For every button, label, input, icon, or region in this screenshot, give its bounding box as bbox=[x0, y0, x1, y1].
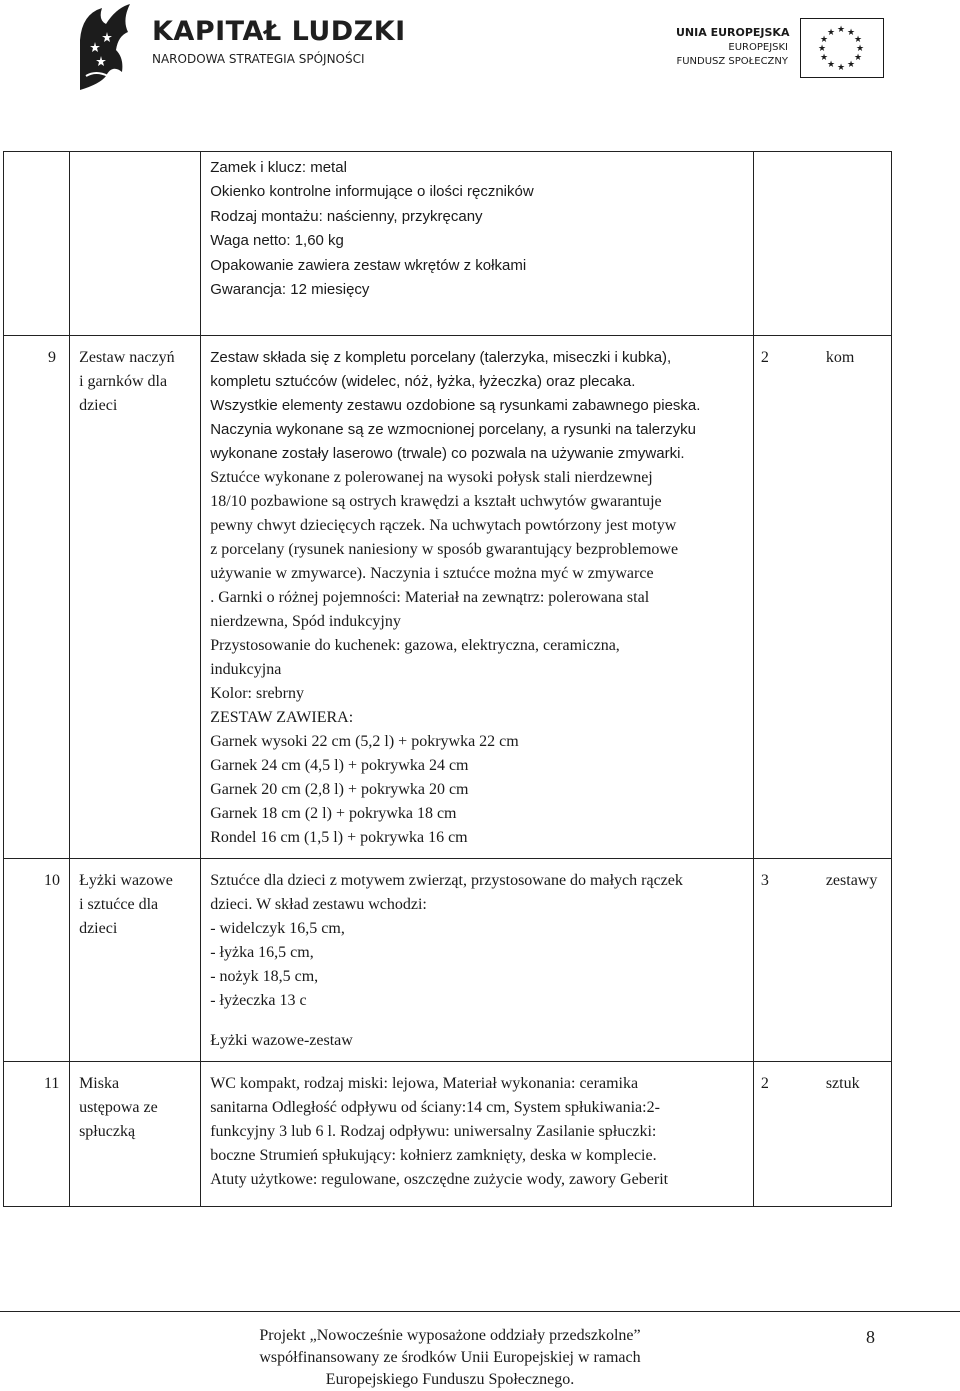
svg-text:★: ★ bbox=[819, 53, 829, 63]
item-description bbox=[201, 1062, 754, 1207]
desc-line: indukcyjna bbox=[210, 661, 282, 678]
desc-line: nierdzewna, Spód indukcyjny bbox=[210, 613, 401, 630]
desc-line: Garnek wysoki 22 cm (5,2 l) + pokrywka 22 cm bbox=[210, 733, 519, 750]
desc-line: Wszystkie elementy zestawu ozdobione są rysunkami zabawnego pieska. bbox=[210, 397, 701, 414]
svg-text:★: ★ bbox=[819, 35, 829, 45]
item-description bbox=[201, 336, 754, 859]
svg-text:★: ★ bbox=[853, 53, 863, 63]
quantity-unit: zestawy bbox=[825, 872, 878, 889]
quantity-unit: sztuk bbox=[825, 1075, 860, 1092]
description-block bbox=[210, 346, 747, 466]
desc-line: WC kompakt, rodzaj miski: lejowa, Materiał wykonania: ceramika bbox=[210, 1075, 639, 1092]
desc-line: dzieci. W skład zestawu wchodzi: bbox=[210, 896, 427, 913]
quantity-value: 2 bbox=[760, 349, 769, 366]
desc-line: używanie w zmywarce). Naczynia i sztućce można myć w zmywarce bbox=[210, 565, 654, 582]
desc-line: 18/10 pozbawione są ostrych krawędzi a kształt uchwytów gwarantuje bbox=[210, 493, 662, 510]
svg-text:★: ★ bbox=[836, 63, 846, 73]
footer-text bbox=[100, 1325, 800, 1391]
eu-logo-line1: UNIA EUROPEJSKA bbox=[676, 26, 790, 39]
item-name-line: dzieci bbox=[79, 920, 118, 937]
row-number: 11 bbox=[4, 1062, 70, 1207]
desc-line: . Garnki o różnej pojemności: Materiał na zewnątrz: polerowana stal bbox=[210, 589, 650, 606]
row-number: 10 bbox=[4, 859, 70, 1062]
eu-logo-line3: FUNDUSZ SPOŁECZNY bbox=[676, 56, 788, 67]
desc-line: Opakowanie zawiera zestaw wkrętów z kołkami bbox=[210, 256, 527, 274]
desc-line: sanitarna Odległość odpływu od ściany:14 cm, System spłukiwania:2- bbox=[210, 1099, 660, 1116]
kapital-ludzki-title: KAPITAŁ LUDZKI bbox=[152, 16, 406, 47]
quantity-unit: kom bbox=[825, 349, 855, 366]
item-name-line: Zestaw naczyń bbox=[79, 349, 175, 366]
desc-line: - nożyk 18,5 cm, bbox=[210, 968, 319, 985]
desc-line: Atuty użytkowe: regulowane, oszczędne zużycie wody, zawory Geberit bbox=[210, 1171, 669, 1188]
item-name-line: i garnków dla bbox=[79, 373, 168, 390]
footer-divider bbox=[0, 1311, 960, 1312]
svg-text:★: ★ bbox=[836, 25, 846, 35]
desc-line: Przystosowanie do kuchenek: gazowa, elektryczna, ceramiczna, bbox=[210, 637, 620, 654]
item-name-line: ustępowa ze bbox=[79, 1099, 158, 1116]
item-description bbox=[201, 859, 754, 1062]
cell-qty bbox=[753, 152, 891, 336]
desc-line: Łyżki wazowe-zestaw bbox=[210, 1032, 353, 1049]
desc-line: Kolor: srebrny bbox=[210, 685, 304, 702]
desc-line: kompletu sztućców (widelec, nóż, łyżka, łyżeczka) oraz plecaka. bbox=[210, 373, 636, 390]
svg-text:★: ★ bbox=[817, 44, 827, 54]
item-quantity bbox=[753, 1062, 891, 1207]
desc-line: Gwarancja: 12 miesięcy bbox=[210, 281, 370, 299]
item-name-line: Łyżki wazowe bbox=[79, 872, 173, 889]
item-name-line: Miska bbox=[79, 1075, 120, 1092]
desc-line: Garnek 24 cm (4,5 l) + pokrywka 24 cm bbox=[210, 757, 469, 774]
item-name-line: i sztućce dla bbox=[79, 896, 159, 913]
desc-line: Sztućce wykonane z polerowanej na wysoki połysk stali nierdzewnej bbox=[210, 469, 653, 486]
item-quantity bbox=[753, 336, 891, 859]
desc-line: funkcyjny 3 lub 6 l. Rodzaj odpływu: uniwersalny Zasilanie spłuczki: bbox=[210, 1123, 657, 1140]
svg-text:★: ★ bbox=[826, 28, 836, 38]
desc-line: Okienko kontrolne informujące o ilości ręczników bbox=[210, 183, 534, 201]
footer-line: Projekt „Nowocześnie wyposażone oddziały przedszkolne” bbox=[259, 1327, 641, 1344]
cell-description bbox=[201, 152, 754, 336]
desc-line: ZESTAW ZAWIERA: bbox=[210, 709, 354, 726]
table-row bbox=[4, 336, 892, 859]
quantity-value: 2 bbox=[760, 1075, 769, 1092]
kapital-ludzki-logo bbox=[72, 2, 406, 92]
desc-line: wykonane zostały laserowo (trwale) co pozwala na używanie zmywarki. bbox=[210, 445, 685, 462]
svg-text:★: ★ bbox=[855, 44, 865, 54]
table-row bbox=[4, 1062, 892, 1207]
desc-line: Rodzaj montażu: naścienny, przykręcany bbox=[210, 207, 483, 225]
desc-line: Zestaw składa się z kompletu porcelany (talerzyka, miseczki i kubka), bbox=[210, 349, 672, 366]
desc-line: boczne Strumień spłukujący: kołnierz zamknięty, deska w komplecie. bbox=[210, 1147, 657, 1164]
desc-line: - łyżka 16,5 cm, bbox=[210, 944, 314, 961]
desc-line: pewny chwyt dziecięcych rączek. Na uchwytach powtórzony jest motyw bbox=[210, 517, 677, 534]
item-name-line: spłuczką bbox=[79, 1123, 136, 1140]
table-row bbox=[4, 859, 892, 1062]
eu-logo-line2: EUROPEJSKI bbox=[728, 42, 788, 53]
desc-line: Garnek 20 cm (2,8 l) + pokrywka 20 cm bbox=[210, 781, 469, 798]
table-row-continuation bbox=[4, 152, 892, 336]
eu-flag-icon bbox=[800, 18, 884, 78]
desc-line: - widelczyk 16,5 cm, bbox=[210, 920, 345, 937]
specification-table bbox=[3, 151, 892, 1207]
cell-no bbox=[4, 152, 70, 336]
desc-line: Naczynia wykonane są ze wzmocnionej porcelany, a rysunki na talerzyku bbox=[210, 421, 696, 438]
svg-text:★: ★ bbox=[853, 35, 863, 45]
footer-line: Europejskiego Funduszu Społecznego. bbox=[325, 1371, 575, 1388]
desc-line: Zamek i klucz: metal bbox=[210, 159, 347, 176]
item-name bbox=[70, 1062, 201, 1207]
desc-line: - łyżeczka 13 c bbox=[210, 992, 307, 1009]
row-number: 9 bbox=[4, 336, 70, 859]
desc-line: Rondel 16 cm (1,5 l) + pokrywka 16 cm bbox=[210, 829, 468, 846]
desc-line: Garnek 18 cm (2 l) + pokrywka 18 cm bbox=[210, 805, 457, 822]
svg-text:★: ★ bbox=[826, 60, 836, 70]
item-name bbox=[70, 859, 201, 1062]
kapital-ludzki-subtitle: NARODOWA STRATEGIA SPÓJNOŚCI bbox=[152, 52, 365, 66]
desc-line: Sztućce dla dzieci z motywem zwierząt, przystosowane do małych rączek bbox=[210, 872, 683, 889]
desc-line: Waga netto: 1,60 kg bbox=[210, 232, 344, 250]
svg-text:★: ★ bbox=[846, 28, 856, 38]
quantity-value: 3 bbox=[760, 872, 769, 889]
kapital-ludzki-emblem-icon bbox=[72, 2, 134, 92]
item-name-line: dzieci bbox=[79, 397, 118, 414]
svg-text:★: ★ bbox=[846, 60, 856, 70]
item-quantity bbox=[753, 859, 891, 1062]
eu-logo bbox=[676, 18, 886, 80]
footer-line: współfinansowany ze środków Unii Europejskiej w ramach bbox=[259, 1349, 641, 1366]
page-number: 8 bbox=[866, 1327, 875, 1347]
cell-name bbox=[70, 152, 201, 336]
desc-line: z porcelany (rysunek naniesiony w sposób gwarantujący bezproblemowe bbox=[210, 541, 679, 558]
item-name bbox=[70, 336, 201, 859]
